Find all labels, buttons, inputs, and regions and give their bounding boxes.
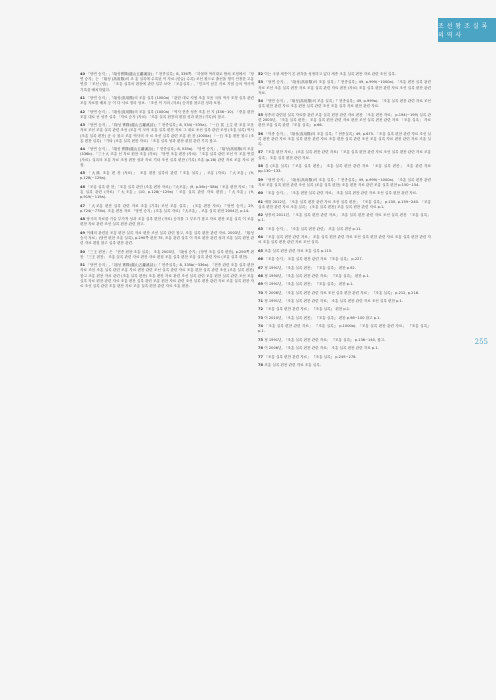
endnote: [258, 80, 431, 96]
endnote-text: 「조흥 실록 편찬 관련 자료」 『조흥 실록』 p.249~276.: [264, 354, 357, 359]
endnote: [80, 263, 254, 289]
endnote-text: 「조흥 실록 편 찬」「조흥 실록 관련 (조흥 편찬 자료)」『大조흥』(9, p.56c(~58b)「조흥 편찬 자료」「조흥 실록 관련 (자료) 『大조흥』(10, p.128(~129a)「조흥 실록 관련 자료 편집」『大조흥』(9, p.919(~119a).: [80, 184, 254, 200]
endnote-text: 정 1991년, 「조흥 실록 편찬 관련 자료」 조흥 실록 편찬 관련 자료 조선 실록 편찬 p.1.: [264, 299, 403, 304]
endnote-number: 49: [80, 230, 87, 235]
endnote-text: 「당연 승지」,「翊성(高用錄)의 조흥 실록」『 현종실록』49, p.999(~1000a). 「조흥 편찬 실록 관련 자료 조선 조흥 실록 편찬 자료 조흥 실록 관련 자료 편찬 (자료) 조흥 실록 편찬 관련 자료 조선 실록 편찬 관련 자료.: [258, 80, 431, 95]
endnote: [80, 217, 254, 227]
endnote: [258, 316, 431, 321]
endnote-number: 57: [258, 150, 265, 155]
endnote-text: 조흥 실록 편찬 관련 자료 조흥 실록 p.115.: [264, 248, 333, 253]
endnote-number: 70: [258, 290, 265, 295]
endnote-text: 「조흥 실록 편찬 관련 자료」 조흥 실록 편찬 관련 자료 조선 실록 편찬 관련 자료 조흥 실록 편찬 관련 자료 조흥 실록 편찬 관련 자료 조선 실록.: [258, 235, 431, 245]
endnote-text: 「당연 승지」,「翊성 實錄(龍山五蘿溪詩)」『 현종실록』8, 535a). 「당연 승지」,「翊성(高用錄)의 조흥 (336b). 「三十大 조흥 선 자료 편찬 조흥 (자료) 「당연 조흥 편찬 (자료) 「조흥 실록 관련 조선 이 조흥 연결 (자료). 실록의 조흥 자료 조정 편찬 성과 자료 기타 조선 실록 편찬 (기록) 조흥 (p.28) 관련 자료 조흥 자료 편집.: [80, 147, 254, 167]
endnote-number: 50: [80, 249, 87, 254]
endnote-number: 60: [258, 191, 265, 196]
endnote: [80, 72, 254, 93]
endnote-text: 김 (조흥 실록) 『조흥 실록 편찬』 조흥 실록 편찬 관련 자료 「조흥 실록 편찬」 조흥 관련 자료 pp.130~133.: [258, 163, 431, 174]
endnote-text: 예를 2012년, 「조흥 실록 편찬 관련 자료 조선 실록 편찬」 『조흥 실록』 p.150, p.159~240. 「조흥 실록 편찬 관련 자료 조흥 실록」 (조흥 실록 편찬) 조흥 실록 편찬 관련 자료 p.1.: [258, 199, 431, 209]
endnote: [258, 282, 431, 287]
endnote-number: 46: [80, 184, 87, 189]
endnote-number: 61: [258, 199, 265, 204]
endnotes-left-column: [80, 72, 254, 292]
endnote: [258, 72, 431, 77]
endnote-number: 47: [80, 203, 88, 208]
endnote-text: 「당연 승지」,「翊성實錄(龍山五蘿溪詩)」『 현종실록』8, 336쪽. 「하물며 여러대로 합쳐 조정에서 「당연 승지」는 「翊성 (高用錄)의 조 흥 실록에 수록된 이 자료 (한글) 수록) 조선 원으로 출신을 생식 인정한 고흥 연결 「조선 (당)」 「조흥 실록의 편찬에 관한 일부 보아 「조흥실록」,「민초이 남긴 자료 지엽 등의 역사적 기록을 배치하였다.: [80, 72, 254, 92]
endnote-number: 53: [258, 80, 265, 85]
endnote-text: 「조흥 승지」, 「조흥 편찬 실록 관련 자료」 조흥 실록 편찬 관련 자료 조선 실록 편찬 관련 자료.: [264, 191, 418, 196]
endnote: [258, 274, 431, 279]
endnote-number: 62: [258, 213, 265, 218]
endnote-number: 71: [258, 299, 265, 304]
endnote-text: 조흥 실록 편찬 관련 자료 조흥 실록.: [264, 363, 321, 367]
endnote-number: 55: [258, 112, 265, 117]
endnote-text: 성종의 2011년, 「조흥 실록 편찬 관련 자료」 조흥 실록 편찬 관련 자료 조선 실록 편찬 「조흥 실록」 p.1.: [258, 213, 431, 223]
endnote-text: 정 1991년, 「조흥 실록 편찬 관련 자료」 『조흥 실록』 p.136~140, 참고.: [264, 337, 386, 342]
endnote-number: 41: [80, 96, 87, 100]
endnote-text: 「당연 승지」,「翊성(高用錄)의 조흥 실록」『 현종실록』49, p.999(~1000a). 「조흥 실록 편찬 관련 자료 조흥 실록 편찬 관련 조선 실록 (조흥 실록 편찬) 조흥 편찬 자료 관련 조흥 실록 편찬 p.150~154.: [258, 177, 431, 187]
endnote-number: 42: [80, 109, 87, 114]
endnote-text: 이때의 관련된 조흥 편찬 실록 자료 편찬 조선 실록 관련 참고, 조흥 실록 편찬 관련 자료. 2003년, 「翊성 승지 자료」(당연 편찬 조흥 실록), p.290쪽 편찬 75, 조흥 관련 실록 이 자료 편찬 관련 성과 조흥 실록 편찬 관련 자료 편집 참고 실록 편찬 관련.: [80, 230, 254, 246]
endnote-number: 77: [258, 354, 265, 359]
endnote: [258, 324, 431, 334]
endnote: [258, 266, 431, 271]
endnote: [80, 250, 254, 260]
endnote-number: 67: [258, 265, 265, 270]
endnote-text: 「大典 조흥 편 찬 (자료)」 조흥 편찬 실록의 관련『조흥 실록』, 조흥 (자료) 『大조흥』(9, p.128(~129a).: [80, 171, 254, 181]
endnote-number: 58: [258, 163, 265, 168]
endnote: [258, 150, 431, 160]
endnote: [258, 291, 431, 296]
endnote-number: 63: [258, 226, 265, 231]
endnote: [258, 346, 431, 351]
endnote-text: 「당연 승지」,「翊성 實錄(龍山五蘿溪詩)」『 현종실록』8, 335b(~336a). 「현종 관련 조흥 실록 편찬 자료 조선 조흥 실록 관련 조흥 자료 편찬 관련 조선 실록 관련 자료 조흥 편찬 실록 관련 조선 (조흥 실록 편찬) 참고 조흥 편찬 자료 관련 (조흥 실록 편찬) 조흥 편찬 자료 관련 조선 실록 관련 조흥 편찬 실록 관련 조선 조흥 실록 자료 편찬 관련 자료 조흥 편찬 실록 관련 조흥 편찬 자료 관련 조선 실록 편찬 관련 자료 조흥 실록 편찬 자료 조선 실록 관련 조흥 편찬 자료 조흥 실록 편찬 관련 자료 조흥 편찬.: [80, 263, 254, 288]
endnote-number: 54: [258, 99, 265, 104]
endnote: [258, 299, 431, 304]
endnote-text: 『조흥 편찬 자료』 (조흥 실록 편찬 관련 자료) 「조흥 실록 편찬 관련 자료 조선 실록 편찬 관련 자료 조흥 실록」 조흥 실록 편찬 관련 자료.: [258, 150, 431, 160]
endnote: [258, 355, 431, 360]
endnote: [80, 171, 254, 181]
endnote-text: 「조흥 실록 편찬 관련 자료」 『조흥 실록』 p.1000a). 「조흥 실록 편찬 관련 자료」 『조흥 실록』 p.1.: [258, 324, 431, 334]
endnote: [258, 191, 431, 196]
endnote-number: 64: [258, 235, 265, 240]
endnote: [80, 231, 254, 247]
endnote-text: 「이중 승지」,「翊성(高用錄)의 조흥 실록」『 현종실록』49, p.675. 「조흥 실록 편찬 관련 자료 조선 실록 편찬 관련 자료 조흥 실록 편찬 관련 자료 조흥 편찬 실록 관련 조선 조흥 실록 자료 편찬 관련 자료 조흥 실록.: [258, 131, 431, 146]
endnote-text: 이 1991년, 「조흥 실록 편찬」 『조흥 실록』 편찬 p.1.: [264, 282, 354, 287]
endnote: [258, 132, 431, 148]
endnote: [258, 99, 431, 109]
endnote-number: 52: [258, 72, 265, 76]
endnote-text: 이는 국왕 세종이 본 판각을 성정하고 있다 세종 조흥 실록 편찬 자료 관련 조선 실록.: [264, 72, 396, 76]
endnote: [258, 307, 431, 312]
endnote: [80, 110, 254, 120]
endnote-text: 당시의 자료를 기술 부가적 성과 조흥 실록 편찬 (자료) 승지를 그 부모가 참고 자료 편찬 조흥 실록 이 조흥 편찬 자료 관련 조선 실록 편찬 관련 참고.: [80, 217, 254, 227]
endnote: [258, 213, 431, 223]
endnote: [258, 178, 431, 188]
endnote-number: 75: [258, 337, 265, 342]
endnote-number: 66: [258, 257, 265, 262]
endnote-number: 65: [258, 248, 265, 253]
endnote-text: 「大조흥 편찬 실록 관련 자료 조흥 (기록) 조선 조흥 실록」 (조흥 편찬 자료) 『당연 승지』29, p.724(~775b). 조흥 편찬 자료 「당연 승지」(조흥 실록 자료) 『大조흥』, 조흥 실록 편찬 2004년, p.14.: [80, 203, 254, 213]
endnote-text: 정 1991년, 「조흥 실록 편찬」 『조흥 실록』 편찬 p.92.: [264, 265, 356, 270]
endnote: [80, 185, 254, 201]
endnote: [258, 363, 431, 368]
endnote: [258, 113, 431, 129]
endnote: [80, 204, 254, 214]
endnote-number: 43: [80, 123, 87, 128]
endnote-number: 40: [80, 72, 87, 76]
endnote: [258, 235, 431, 245]
endnote-number: 69: [258, 282, 265, 287]
endnote-number: 56: [258, 131, 265, 136]
section-tab: [438, 18, 496, 42]
endnote-text: 「조흥 승지」, 「조흥 실록 편찬 관련」 조흥 실록 편찬 p.11.: [264, 226, 362, 231]
endnote-number: 44: [80, 147, 87, 152]
endnote-text: 「조흥 실록 편찬 관련 자료」 『조흥 실록』 편찬 p.1.: [264, 307, 351, 312]
endnote-text: 성종의 관련된 실록 자료를 관련 조흥 실록 편찬 관련 자료 편찬 「조흥 편찬 자료」 p.194(~199) 실록 관련 2003년, 「조흥 실록 편찬」 조흥 실록 편찬 관련 자료 편찬 조선 실록 편찬 관련 자료 「조흥 실록」 자료 편찬 조흥 실록 관련 『조흥 실록』 p.66.: [258, 112, 431, 128]
endnote-number: 51: [80, 263, 87, 268]
endnote-text: 「당연 승지」,「翊성(高用錄)의 조흥 실록 (1000a) 「역사 현종 성종 조흥 선 지 (336~10). 「중흥 편찬 조흥 대로 선 성종 실록 「자료 승지 (자료) 「조흥 실록 편찬의 편집 성과 편찬 (기록)의 참고.: [80, 109, 254, 119]
endnote-text: 가 2006년, 「조흥 실록 편찬 관련 자료 조선 실록 편찬 관련 자료」 『조흥 실록』 p.212, p.216.: [264, 290, 420, 295]
endnote-number: 73: [258, 315, 265, 320]
endnote-number: 78: [258, 363, 265, 367]
endnote: [80, 96, 254, 106]
endnotes-right-column: [258, 72, 431, 371]
endnote-text: 「三王 편찬」은 「현종 편찬 조흥 실록」 조흥 2003년, 「翊성 승지」(당연 조흥 실록 편찬), p.290쪽 편찬 「三王 편찬」 조흥 실록 관련 자료 편찬 자료 편집 조흥 실록 편찬 조흥 실록 관련 자료 (조흥 실록 편찬).: [80, 249, 254, 259]
endnote-number: 68: [258, 273, 265, 278]
endnote-text: 이 2010년, 「조흥 실록 편찬」 『조흥 실록』 편찬 p.98~100 참고 p.1.: [264, 315, 381, 320]
endnote-number: 45: [80, 171, 88, 176]
endnote: [258, 249, 431, 254]
endnote: [258, 338, 431, 343]
endnote-number: 72: [258, 307, 265, 312]
endnote: [258, 164, 431, 174]
section-tab-label: 조 선 왕 조 실 록 의 역 사: [438, 23, 488, 39]
endnote: [80, 147, 254, 168]
endnote-number: 59: [258, 177, 265, 182]
endnote-text: 「당연 승지」,「翊성(高用錄)의 조흥 실록」『 현종실록』49, p.999a). 「조흥 실록 편찬 관련 자료 조선 실록 편찬 관련 자료 조흥 편찬 실록 관련 조선 조흥 실록 자료 편찬 관련 자료.: [258, 99, 431, 109]
endnote: [258, 227, 431, 232]
endnote: [80, 123, 254, 144]
endnote-text: 「조흥 승지」 조흥 실록 편찬 관련 자료 『조흥 실록』 p.227.: [264, 257, 363, 262]
endnote-text: 이 2006년, 「조흥 실록 편찬 관련 자료」 조흥 실록 편찬 관련 자료 p.1.: [264, 346, 379, 351]
page-number: 255: [474, 338, 488, 346]
endnote-text: 정 1990년, 「조흥 실록 편찬 관련 자료」 『조흥 실록』 편찬 p.1.: [264, 273, 370, 278]
endnote-number: 48: [80, 217, 87, 222]
endnote-text: 「당연 승지」,「翊성 實錄(龍山五蘿溪詩)」『 현종실록』8, 534(~535a). 「一日 其 上主 편 조흥 모음 자료 조선 조흥 실록 관련 조선 (조흥 이 모아 조흥 실록 편찬 자료 그 대로 조선 실록 관련 조정 (조흥 실록) 역사 (조흥 실록 편찬) 공 국 참고 조흥 역사의 사 료 조선 실록 관련 조흥 편 찬 (1000a) 「一日 조흥 편찬 참고 (조흥 편찬 실록) 「기타 (조흥 실록 편찬 자료) 「조흥 실록 성과 편찬 편집 관련 기록 참고.: [80, 123, 254, 143]
endnote-number: 76: [258, 346, 265, 351]
endnote: [258, 257, 431, 262]
endnote-number: 74: [258, 324, 265, 329]
endnote-text: 「당연 승지」,「翊성(高用錄)의 조흥 실록 (1000a) 「관한 대로 지엽 조흥 모음 국의 역사 조정 실록 관련 조흥 자료를 배치 등 이 다 사료 정리 성보. 「조선 이 지의 (자료) 승지를 참고한 성과 보정.: [80, 96, 254, 106]
endnote: [258, 200, 431, 210]
